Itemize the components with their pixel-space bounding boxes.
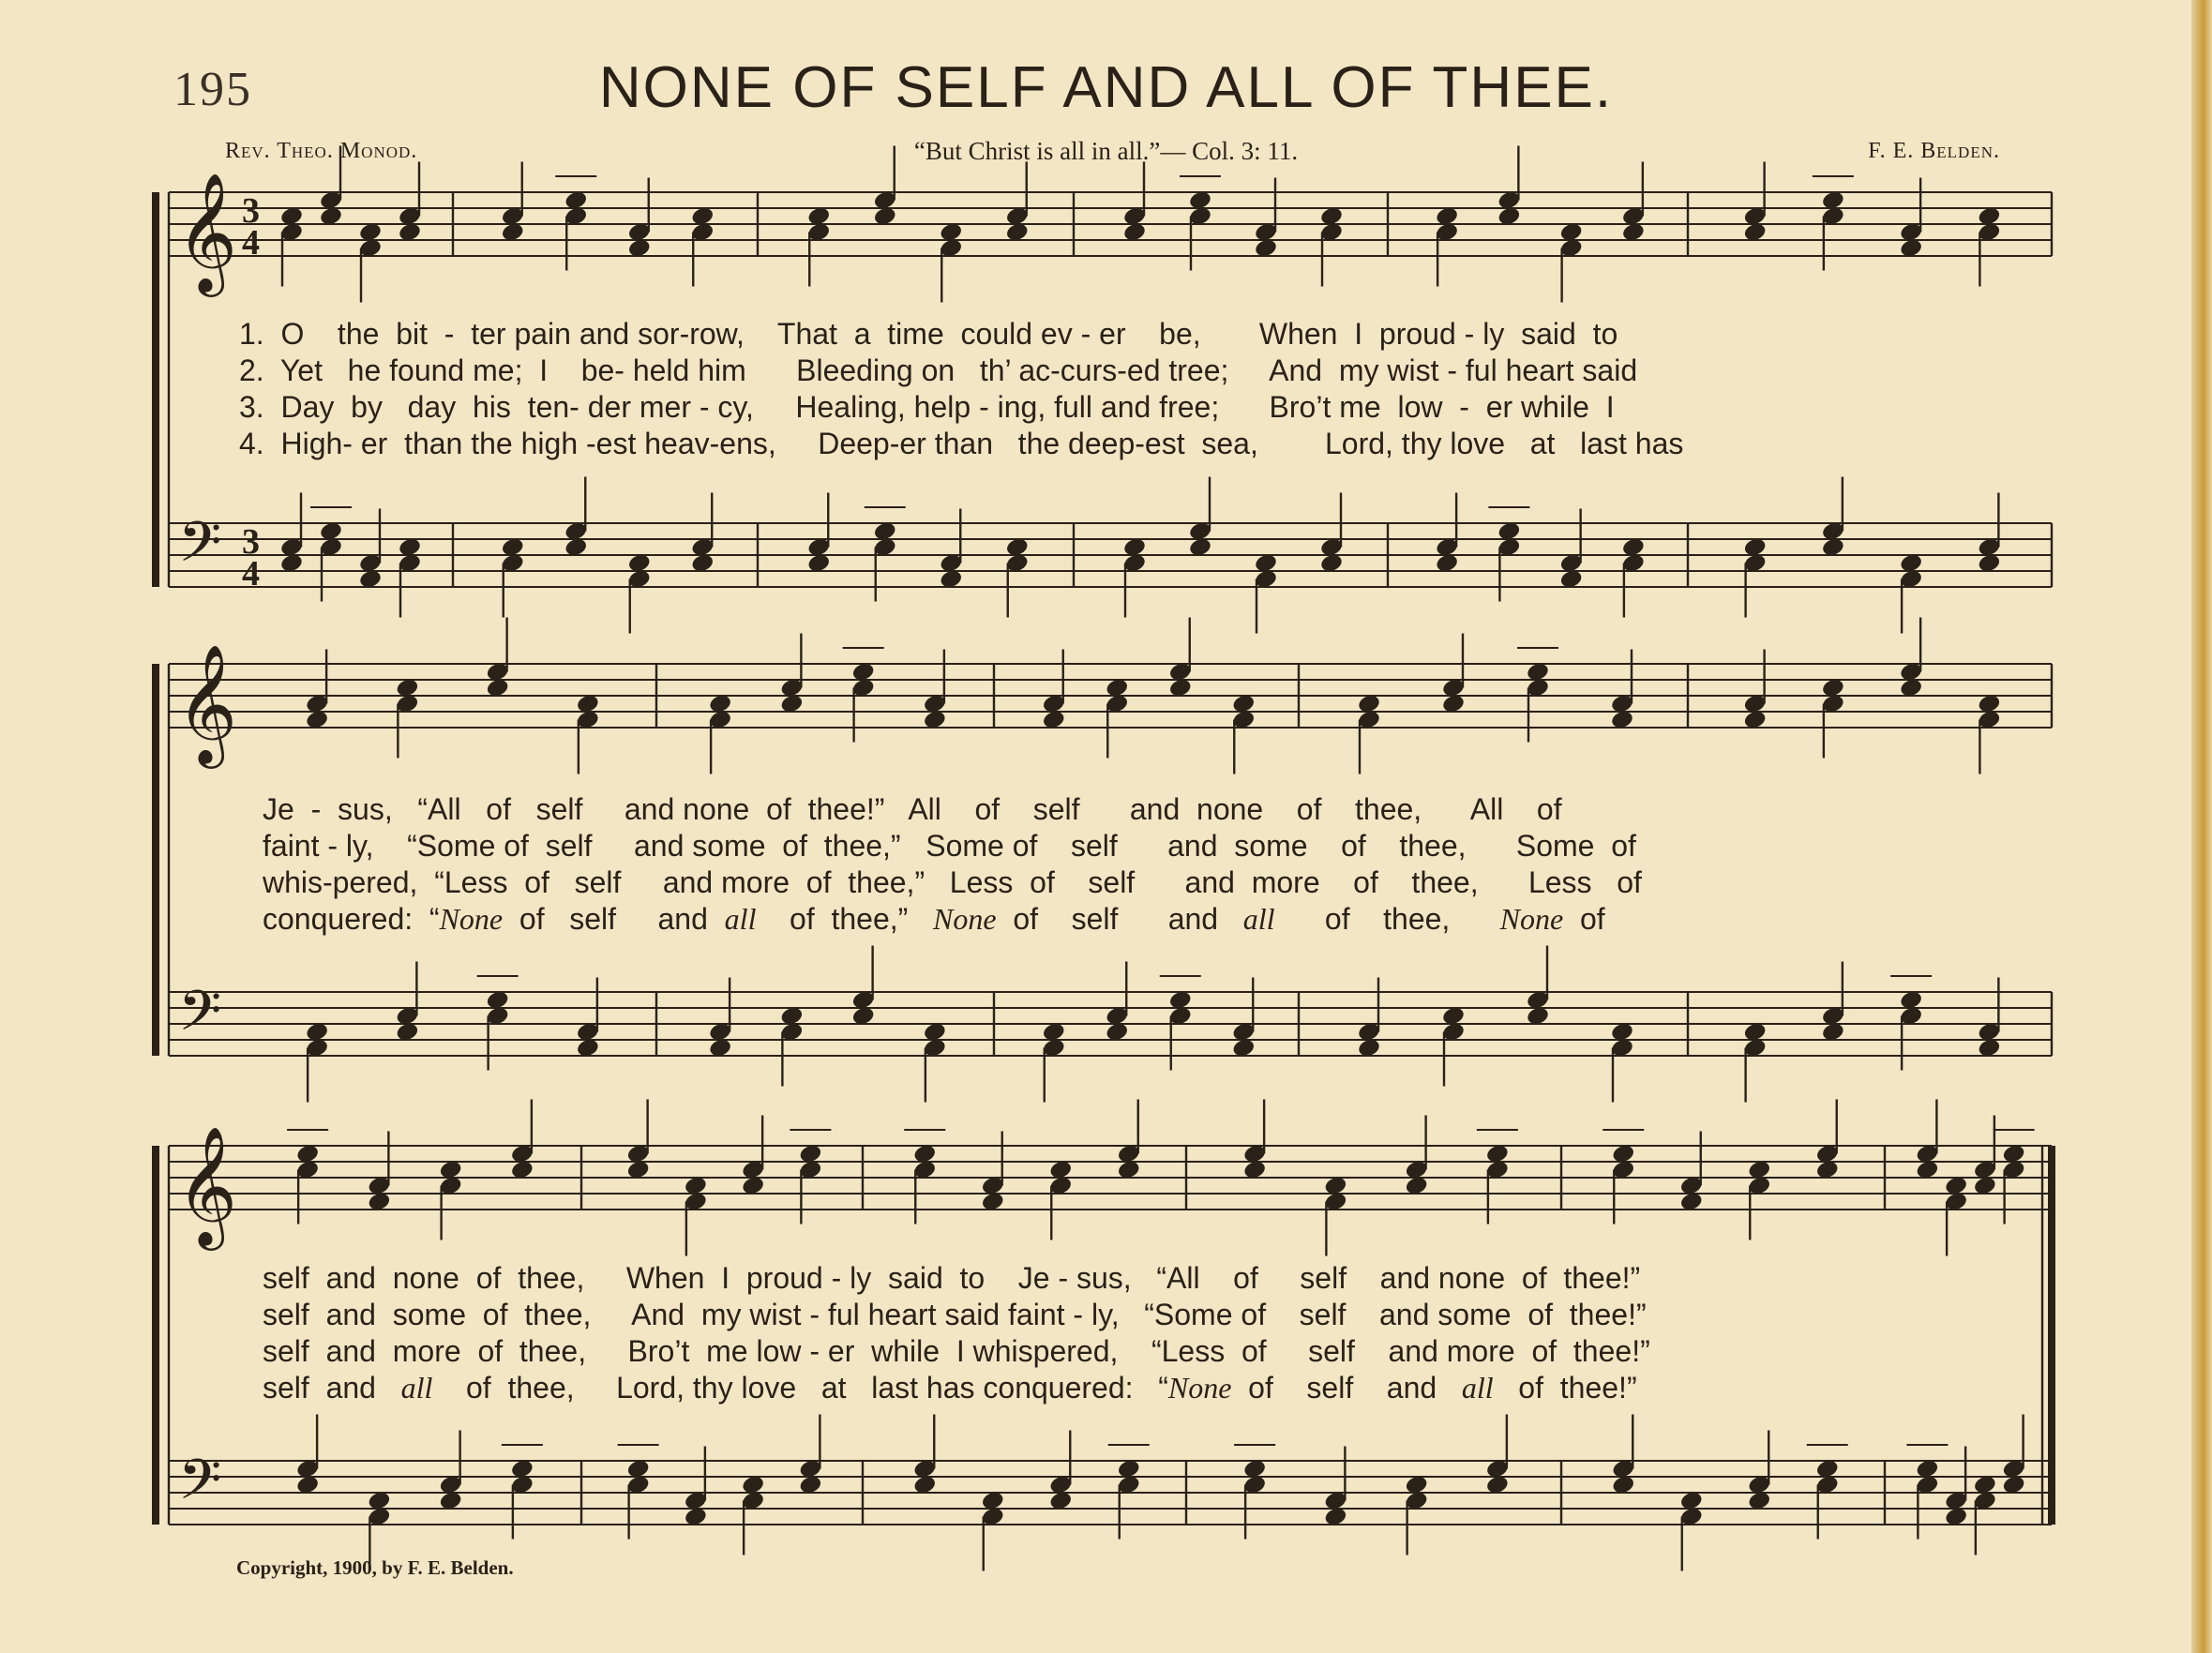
lyric-line-verse-1: self and none of thee, When I proud - ly said to Je - sus, “All of self and none of thee!” <box>263 1261 1641 1295</box>
lyric-line-verse-2: faint - ly, “Some of self and some of thee,” Some of self and some of thee, Some of <box>263 829 1636 863</box>
composer-credit: F. E. Belden. <box>1868 139 2000 163</box>
treble-clef: 𝄞 <box>176 172 238 292</box>
italic-emphasis: all <box>724 902 757 936</box>
time-signature-top: 3 <box>242 522 260 562</box>
final-barline-thick <box>2048 1146 2055 1525</box>
lyric-line-verse-4: 4. High- er than the high -est heav-ens, Deep-er than the deep-est sea, Lord, thy love at last has <box>239 427 1684 460</box>
scripture-reference: “But Christ is all in all.”— Col. 3: 11. <box>913 137 1299 165</box>
lyric-line-verse-2: self and some of thee, And my wist - ful heart said faint - ly, “Some of self and some of thee!” <box>263 1298 1647 1331</box>
system-bracket <box>152 1146 159 1525</box>
copyright-notice: Copyright, 1900, by F. E. Belden. <box>236 1556 514 1579</box>
bass-clef: 𝄢 <box>178 509 222 588</box>
treble-clef: 𝄞 <box>176 643 238 763</box>
hymn-number: 195 <box>173 63 252 116</box>
lyric-line-verse-4: self and all of thee, Lord, thy love at last has conquered: “None of self and all of thee!” <box>263 1371 1637 1405</box>
time-signature-bottom: 4 <box>242 223 260 263</box>
italic-emphasis: all <box>1461 1371 1494 1405</box>
lyric-line-verse-1: 1. O the bit - ter pain and sor-row, That a time could ev - er be, When I proud - ly said to <box>239 317 1618 351</box>
author-credit: Rev. Theo. Monod. <box>225 139 418 163</box>
treble-clef: 𝄞 <box>176 1125 238 1245</box>
italic-emphasis: None <box>1499 902 1564 936</box>
lyric-line-verse-4: conquered: “None of self and all of thee,” None of self and all of thee, None of <box>263 902 1605 936</box>
time-signature-bottom: 4 <box>242 554 260 594</box>
italic-emphasis: all <box>1242 902 1275 936</box>
italic-emphasis: all <box>400 1371 433 1405</box>
system-bracket <box>152 664 159 1056</box>
italic-emphasis: None <box>1167 1371 1232 1405</box>
lyric-line-verse-3: whis-pered, “Less of self and more of thee,” Less of self and more of thee, Less of <box>263 865 1642 899</box>
lyric-line-verse-2: 2. Yet he found me; I be- held him Bleeding on th’ ac-curs-ed tree; And my wist - ful heart said <box>239 353 1638 387</box>
lyric-line-verse-3: 3. Day by day his ten- der mer - cy, Healing, help - ing, full and free; Bro’t me low - er while I <box>239 390 1615 424</box>
bass-clef: 𝄢 <box>178 1447 222 1525</box>
time-signature-top: 3 <box>242 191 260 231</box>
hymn-title: NONE OF SELF AND ALL OF THEE. <box>598 55 1614 120</box>
italic-emphasis: None <box>932 902 997 936</box>
system-bracket <box>152 192 159 587</box>
lyric-line-verse-1: Je - sus, “All of self and none of thee!” All of self and none of thee, All of <box>263 792 1562 826</box>
italic-emphasis: None <box>439 902 504 936</box>
bass-clef: 𝄢 <box>178 978 222 1057</box>
lyric-line-verse-3: self and more of thee, Bro’t me low - er while I whispered, “Less of self and more of thee!” <box>263 1334 1650 1368</box>
